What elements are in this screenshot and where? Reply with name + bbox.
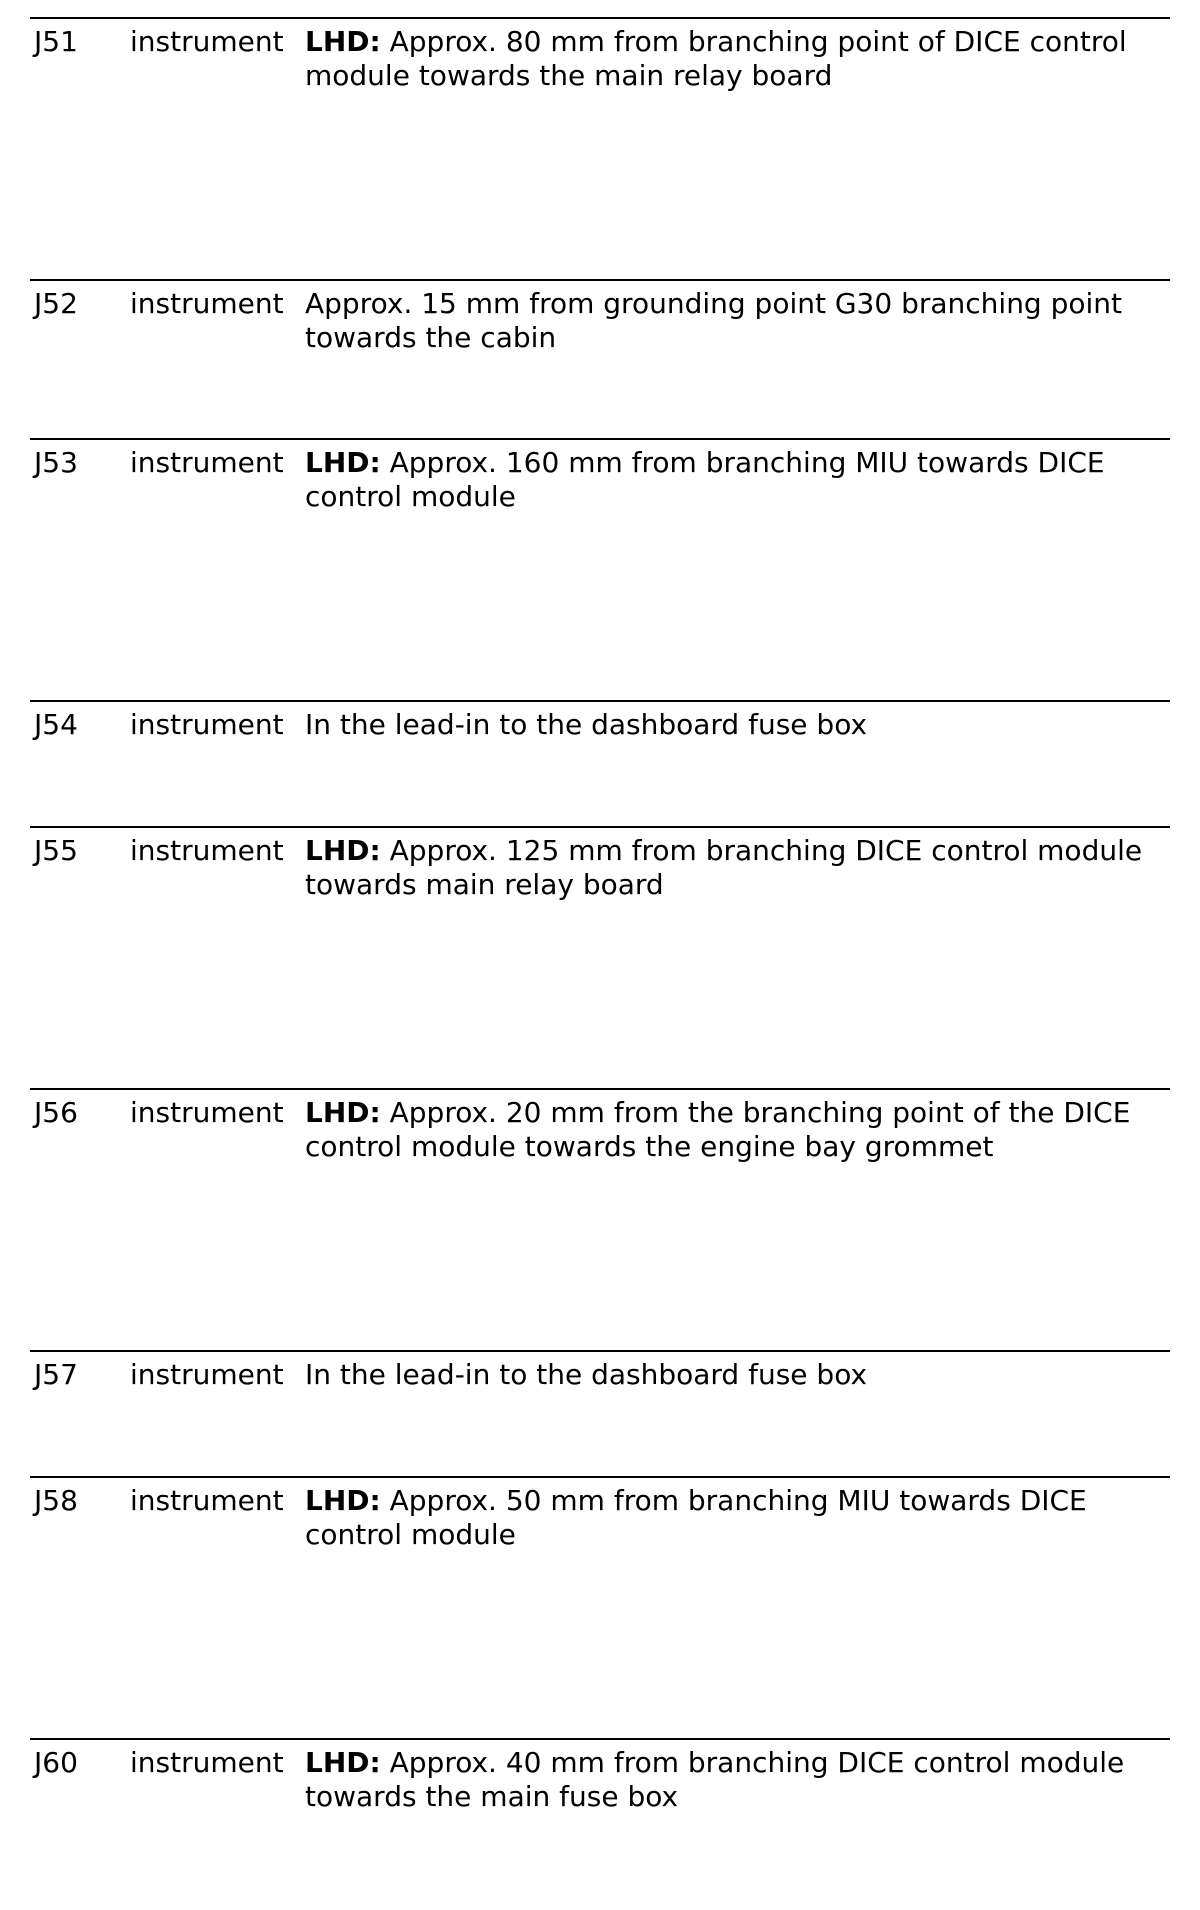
location-description [305, 834, 1165, 902]
harness-group: instrument [130, 1358, 284, 1391]
location-description [305, 287, 1165, 355]
location-text: Approx. 160 mm from branching MIU towards DICE control module [305, 446, 1105, 513]
harness-group: instrument [130, 834, 284, 867]
table-row [30, 17, 1170, 279]
junction-id: J51 [34, 25, 78, 58]
location-description [305, 1484, 1165, 1552]
location-description [305, 1096, 1165, 1164]
harness-group: instrument [130, 708, 284, 741]
table-row [30, 826, 1170, 1088]
location-text: In the lead-in to the dashboard fuse box [305, 708, 868, 741]
lhd-label: LHD: [305, 1746, 381, 1779]
location-text: Approx. 40 mm from branching DICE control module towards the main fuse box [305, 1746, 1125, 1813]
harness-group: instrument [130, 1484, 284, 1517]
location-description [305, 25, 1165, 93]
table-row [30, 700, 1170, 826]
junction-id: J56 [34, 1096, 78, 1129]
lhd-label: LHD: [305, 834, 381, 867]
table-row [30, 438, 1170, 700]
junction-id: J60 [34, 1746, 78, 1779]
location-text: Approx. 50 mm from branching MIU towards DICE control module [305, 1484, 1087, 1551]
lhd-label: LHD: [305, 1096, 381, 1129]
table-row [30, 279, 1170, 438]
junction-id: J58 [34, 1484, 78, 1517]
location-text: Approx. 125 mm from branching DICE control module towards main relay board [305, 834, 1143, 901]
location-description [305, 708, 1165, 742]
table-row [30, 1350, 1170, 1476]
lhd-label: LHD: [305, 1484, 381, 1517]
location-description [305, 1746, 1165, 1814]
harness-group: instrument [130, 1746, 284, 1779]
junction-id: J53 [34, 446, 78, 479]
harness-group: instrument [130, 287, 284, 320]
location-text: Approx. 80 mm from branching point of DICE control module towards the main relay board [305, 25, 1127, 92]
junction-id: J54 [34, 708, 78, 741]
table-row [30, 1476, 1170, 1738]
location-text: Approx. 20 mm from the branching point of the DICE control module towards the engine bay grommet [305, 1096, 1131, 1163]
location-description [305, 1358, 1165, 1392]
location-description [305, 446, 1165, 514]
junction-table [30, 17, 1170, 1858]
harness-group: instrument [130, 1096, 284, 1129]
junction-id: J55 [34, 834, 78, 867]
harness-group: instrument [130, 446, 284, 479]
junction-id: J52 [34, 287, 78, 320]
location-text: In the lead-in to the dashboard fuse box [305, 1358, 868, 1391]
junction-id: J57 [34, 1358, 78, 1391]
harness-group: instrument [130, 25, 284, 58]
table-row [30, 1738, 1170, 1858]
location-text: Approx. 15 mm from grounding point G30 branching point towards the cabin [305, 287, 1123, 354]
lhd-label: LHD: [305, 446, 381, 479]
table-row [30, 1088, 1170, 1350]
lhd-label: LHD: [305, 25, 381, 58]
